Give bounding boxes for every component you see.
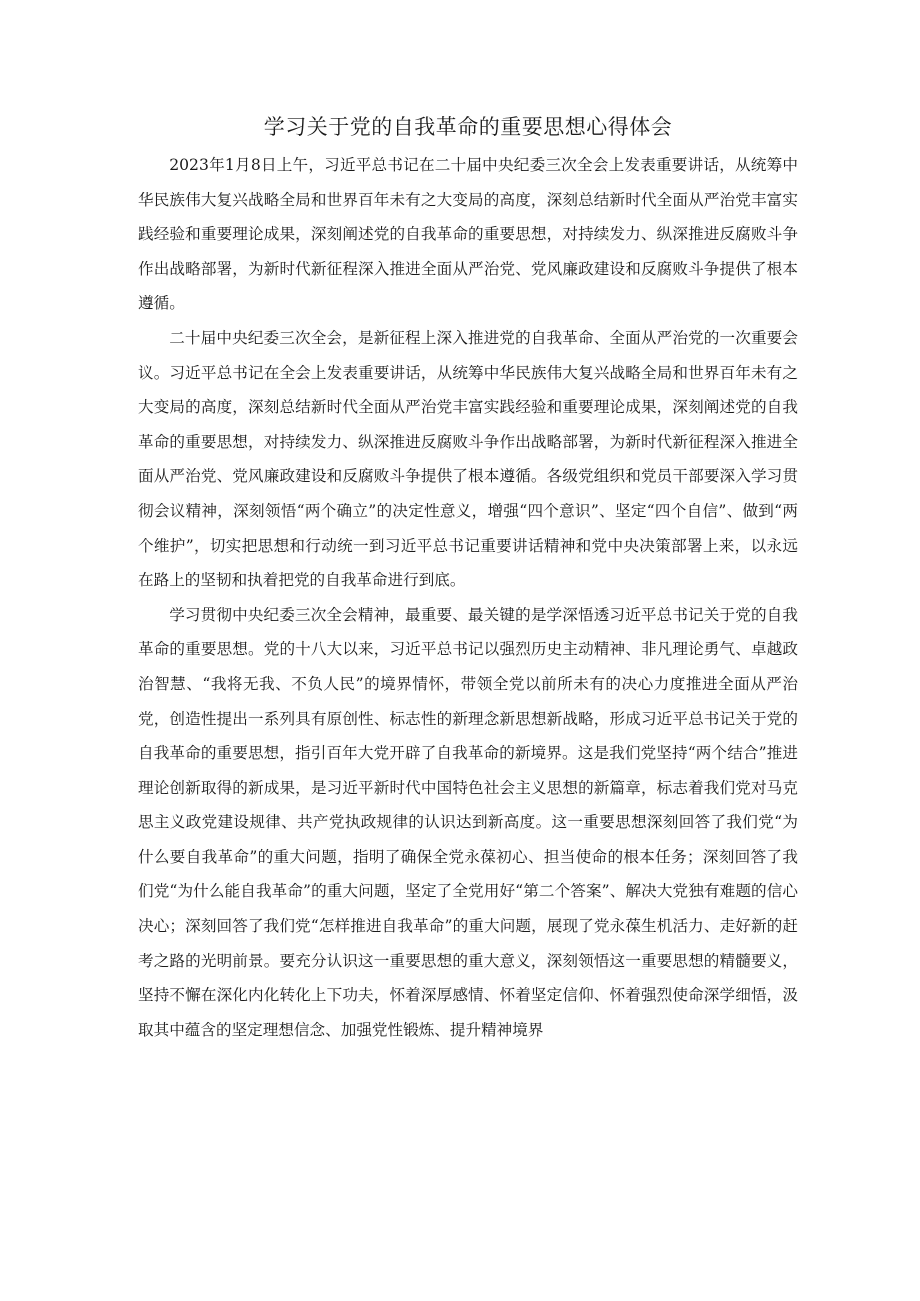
document-title: 学习关于党的自我革命的重要思想心得体会: [263, 115, 673, 139]
document-page: [138, 112, 798, 1047]
paragraph-3: 学习贯彻中央纪委三次全会精神，最重要、最关键的是学深悟透习近平总书记关于党的自我革命的重要思想。党的十八大以来，习近平总书记以强烈历史主动精神、非凡理论勇气、卓越政治智慧、“我将无我、不负人民”的境界情怀，带领全党以前所未有的决心力度推进全面从严治党，创造性提出一系列具有原创性、标志性的新理念新思想新战略，形成习近平总书记关于党的自我革命的重要思想，指引百年大党开辟了自我革命的新境界。这是我们党坚持“两个结合”推进理论创新取得的新成果，是习近平新时代中国特色社会主义思想的新篇章，标志着我们党对马克思主义政党建设规律、共产党执政规律的认识达到新高度。这一重要思想深刻回答了我们党“为什么要自我革命”的重大问题，指明了确保全党永葆初心、担当使命的根本任务；深刻回答了我们党“为什么能自我革命”的重大问题，坚定了全党用好“第二个答案”、解决大党独有难题的信心决心；深刻回答了我们党“怎样推进自我革命”的重大问题，展现了党永葆生机活力、走好新的赶考之路的光明前景。要充分认识这一重要思想的重大意义，深刻领悟这一重要思想的精髓要义，坚持不懈在深化内化转化上下功夫，怀着深厚感情、怀着坚定信仰、怀着强烈使命深学细悟，汲取其中蕴含的坚定理想信念、加强党性锻炼、提升精神境界: [138, 605, 798, 1039]
paragraph-1: 2023年1月8日上午，习近平总书记在二十届中央纪委三次全会上发表重要讲话，从统筹中华民族伟大复兴战略全局和世界百年未有之大变局的高度，深刻总结新时代全面从严治党丰富实践经验和重要理论成果，深刻阐述党的自我革命的重要思想，对持续发力、纵深推进反腐败斗争作出战略部署，为新时代新征程深入推进全面从严治党、党风廉政建设和反腐败斗争提供了根本遵循。: [138, 156, 798, 313]
paragraph-2: 二十届中央纪委三次全会，是新征程上深入推进党的自我革命、全面从严治党的一次重要会议。习近平总书记在全会上发表重要讲话，从统筹中华民族伟大复兴战略全局和世界百年未有之大变局的高度，深刻总结新时代全面从严治党丰富实践经验和重要理论成果，深刻阐述党的自我革命的重要思想，对持续发力、纵深推进反腐败斗争作出战略部署，为新时代新征程深入推进全面从严治党、党风廉政建设和反腐败斗争提供了根本遵循。各级党组织和党员干部要深入学习贯彻会议精神，深刻领悟“两个确立”的决定性意义，增强“四个意识”、坚定“四个自信”、做到“两个维护”，切实把思想和行动统一到习近平总书记重要讲话精神和党中央决策部署上来，以永远在路上的坚韧和执着把党的自我革命进行到底。: [138, 328, 798, 590]
